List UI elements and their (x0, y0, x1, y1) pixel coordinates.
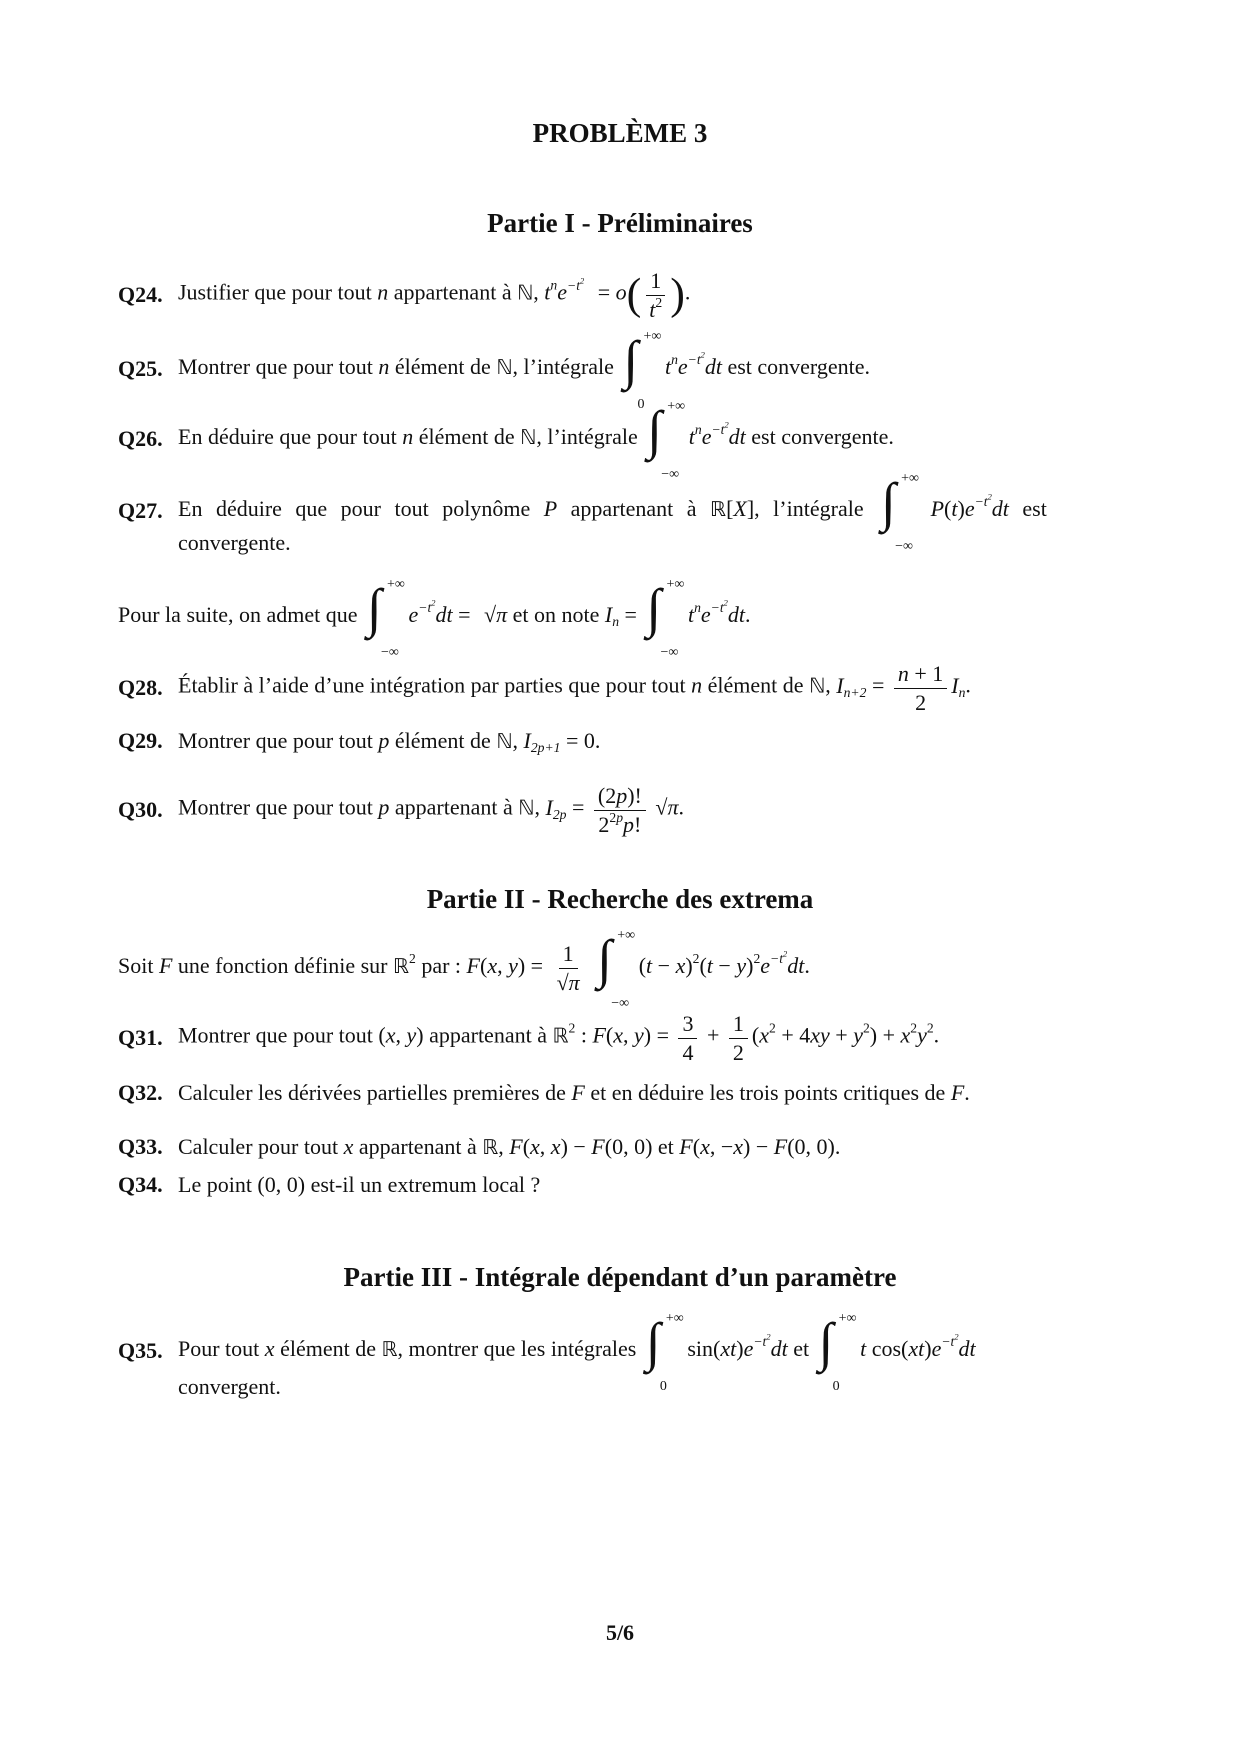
question-28: Q28. Établir à l’aide d’une intégration par parties que pour tout n élément de ℕ, $I_{n+2}$ = $\frac{n + 1}{2}$ $I_n$. (118, 661, 971, 715)
integral-sign: ∫ +∞ 0 (623, 329, 662, 412)
admitted-result: Pour la suite, on admet que ∫ +∞ −∞ $e^{-t^2}dt = √\pi$ et on note $I_n$ = ∫ +∞ −∞ $t^ne^{-t^2}dt$. (118, 577, 751, 660)
page-number: 5/6 (605, 1620, 635, 1645)
question-26: Q26. En déduire que pour tout n élément de ℕ, l’intégrale ∫ +∞ −∞ $t^ne^{-t^2}dt$ est convergente. (118, 399, 894, 482)
question-30: Q30. Montrer que pour tout p appartenant à ℕ, $I_{2p}$ = $\frac{(2p)!}{2^{2p}p!}$ √π. (118, 783, 684, 837)
question-32: Q32. Calculer les dérivées partielles premières de F et en déduire les trois points critiques de F. (118, 1080, 970, 1105)
question-33: Q33. Calculer pour tout x appartenant à ℝ, F(x, x) − F(0, 0) et F(x, −x) − F(0, 0). (118, 1134, 841, 1159)
integral-sign: ∫ +∞ −∞ (367, 577, 405, 660)
question-label: Q29. (118, 728, 163, 753)
question-34 (118, 1156, 1118, 1214)
question-27-continuation: convergente. (178, 530, 291, 555)
question-24: Q24. Justifier que pour tout n appartenant à ℕ, $t^ne^{-t^2} = o$( $\frac{1}{t^2}$ ). (118, 268, 691, 322)
integral-sign: ∫ +∞ 0 (818, 1311, 857, 1394)
function-definition: Soit F une fonction définie sur ℝ$^2$ par : F(x, y) = $\frac{1}{√\pi}$ ∫ +∞ −∞ $(t - x)^2(t - y)^2e^{-t^2}dt$. (118, 928, 810, 1011)
question-35: Q35. Pour tout x élément de ℝ, montrer que les intégrales ∫ +∞ 0 $\sin(xt)e^{-t^2}dt$ et ∫ +∞ 0 t $\cos(xt)e^{-t^2}dt$ (118, 1311, 976, 1394)
part-2-heading: Partie II - Recherche des extrema (426, 884, 814, 914)
question-text: Le point (0, 0) est-il un extremum local ? (178, 1172, 541, 1197)
question-label: Q28. (118, 675, 163, 700)
integral-sign: ∫ +∞ −∞ (646, 577, 685, 660)
integral-sign: ∫ +∞ −∞ (647, 399, 686, 482)
integral-sign: ∫ +∞ −∞ (597, 928, 636, 1011)
question-label: Q32. (118, 1080, 163, 1105)
integral-sign: ∫ +∞ 0 (645, 1311, 684, 1394)
question-label: Q27. (118, 498, 163, 523)
integral-sign: ∫ +∞ −∞ (881, 471, 919, 554)
question-31: Q31. Montrer que pour tout (x, y) appartenant à ℝ$^2$ : F(x, y) = $\frac{3}{4}$ + $\frac{1}{2}$ $(x^2 + 4xy + y^2) + x^2y^2$. (118, 1011, 940, 1065)
question-label: Q26. (118, 426, 163, 451)
question-27: Q27. En déduire que pour tout polynôme P appartenant à ℝ[X], l’intégrale ∫ +∞ −∞ $P(t)e^{-t^2}dt$ est (118, 471, 1047, 554)
part-3-heading: Partie III - Intégrale dépendant d’un paramètre (343, 1262, 897, 1292)
question-label: Q30. (118, 797, 163, 822)
question-29: Q29. Montrer que pour tout p élément de ℕ, $I_{2p+1} = 0$. (118, 728, 601, 756)
question-label: Q31. (118, 1025, 163, 1050)
question-label: Q33. (118, 1134, 163, 1159)
question-25: Q25. Montrer que pour tout n élément de ℕ, l’intégrale ∫ +∞ 0 $t^ne^{-t^2}dt$ est convergente. (118, 329, 871, 412)
question-35-continuation: convergent. (178, 1374, 281, 1399)
part-1-heading: Partie I - Préliminaires (487, 208, 753, 238)
problem-title: PROBLÈME 3 (532, 118, 708, 148)
question-label: Q34. (118, 1172, 163, 1197)
question-label: Q25. (118, 356, 163, 381)
question-label: Q35. (118, 1338, 163, 1363)
question-label: Q24. (118, 282, 163, 307)
